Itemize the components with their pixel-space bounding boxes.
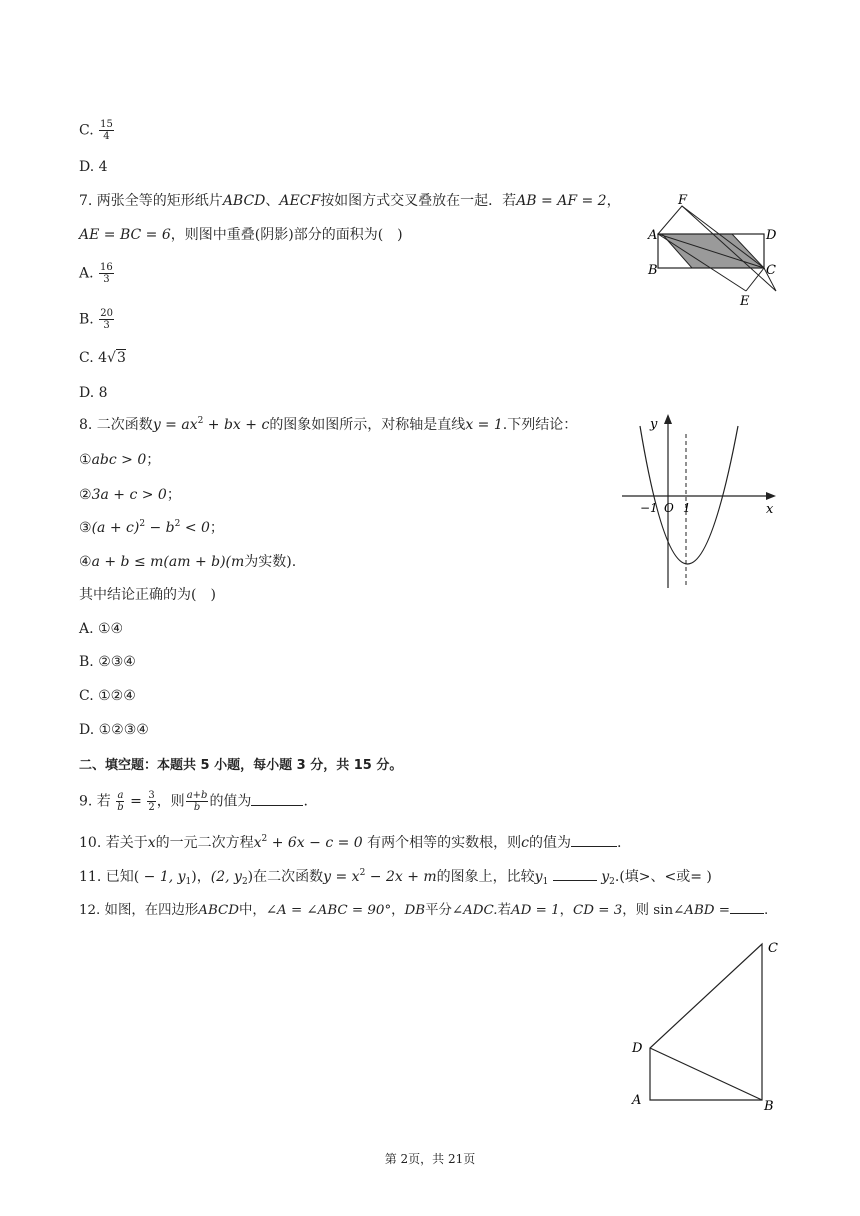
q10: 10. 若关于x的一元二次方程$x^2 + 6x - c = 0$ 有两个相等的实数根，则c的值为 . — [79, 834, 622, 851]
q7-label-e: E — [740, 294, 750, 309]
q10-answer-blank[interactable] — [571, 846, 617, 847]
q7-option-b: B. $\frac{20}{3}$ — [79, 308, 113, 331]
page-footer: 第 2页，共 21页 — [384, 1152, 476, 1166]
q7-label-f: F — [678, 193, 688, 208]
q12-quadrilateral-figure — [626, 936, 786, 1116]
q12-diagonal-db — [650, 1048, 762, 1100]
q12-label-a: A — [632, 1093, 642, 1108]
q7-label-c: C — [766, 263, 776, 278]
q8-parabola-graph — [618, 412, 788, 592]
q8-label-neg1: −1 — [640, 501, 658, 515]
q12-label-b: B — [764, 1099, 774, 1114]
q8-x-axis-arrow — [766, 492, 776, 500]
q8-question: 其中结论正确的为( ) — [79, 587, 216, 603]
q8-conclusion-2: ②3a + c > 0； — [79, 487, 181, 503]
q7-option-a: A. $\frac{16}{3}$ — [79, 262, 113, 285]
q8-option-b: B. ②③④ — [79, 654, 136, 670]
q7-option-d: D. 8 — [79, 385, 108, 401]
q9-answer-blank[interactable] — [251, 805, 303, 806]
q12: 12. 如图，在四边形ABCD中，∠A = ∠ABC = 90°，DB平分∠ADC.若AD = 1，CD = 3，则 sin∠ABD = . — [79, 903, 769, 918]
q8-label-origin: O — [664, 501, 674, 515]
q6-option-c-fraction: $\frac{15}{4}$ — [100, 119, 113, 142]
q8-y-axis-arrow — [664, 414, 672, 424]
q8-parabola-curve — [640, 426, 738, 564]
q8-option-c: C. ①②④ — [79, 688, 136, 704]
q8-stem: 8. 二次函数$y = ax^2$ + bx + c的图象如图所示，对称轴是直线x = 1.下列结论： — [79, 416, 578, 433]
q12-label-d: D — [632, 1041, 643, 1056]
q11: 11. 已知( − 1, $y_1$)，(2, $y_2$)在二次函数$y = x^2 - 2x + m$的图象上，比较$y_1$ $y_2$.(填>、<或= ) — [79, 868, 712, 887]
q8-label-x: x — [766, 502, 774, 517]
q12-answer-blank[interactable] — [730, 913, 764, 914]
q12-label-c: C — [768, 941, 778, 956]
q7-label-a: A — [648, 228, 658, 243]
q8-option-a: A. ①④ — [79, 621, 124, 637]
q9: 9. 若 $\frac{a}{b}$ = $\frac{3}{2}$ ，则 $\frac{a+b}{b}$ 的值为 . — [79, 790, 308, 813]
q7-option-a-fraction: $\frac{16}{3}$ — [100, 262, 113, 285]
q11-answer-blank[interactable] — [553, 880, 597, 881]
q8-conclusion-1: ①abc > 0； — [79, 452, 161, 468]
q7-label-b: B — [648, 263, 658, 278]
q8-option-d: D. ①②③④ — [79, 722, 149, 738]
q8-label-y: y — [650, 417, 658, 432]
q9-fraction-a-over-b: $\frac{a}{b}$ — [117, 790, 124, 813]
q9-fraction-sum-over-b: $\frac{a+b}{b}$ — [186, 790, 208, 813]
q7-label-d: D — [766, 228, 777, 243]
q7-option-b-fraction: $\frac{20}{3}$ — [100, 308, 113, 331]
q7-stem-line2: AE = BC = 6，则图中重叠(阴影)部分的面积为( ) — [79, 227, 403, 243]
q7-option-c: C. 4√3 — [79, 350, 126, 366]
q8-label-one: 1 — [683, 501, 691, 515]
q7-stem-line1: 7. 两张全等的矩形纸片ABCD、AECF按如图方式交叉叠放在一起．若AB = AF = 2， — [79, 193, 621, 209]
q6-option-d: D. 4 — [79, 159, 108, 175]
q9-fraction-3-over-2: $\frac{3}{2}$ — [148, 790, 155, 813]
q8-conclusion-4: ④a + b ≤ m(am + b)(m为实数). — [79, 554, 297, 570]
q7-rectangles-figure — [640, 192, 800, 312]
q8-conclusion-3: ③(a + $c)^2 - b^2 < 0$； — [79, 519, 224, 536]
section-fill-in-blank-heading: 二、填空题：本题共 5 小题，每小题 3 分，共 15 分。 — [79, 758, 403, 773]
q6-option-c: C. $\frac{15}{4}$ — [79, 119, 113, 142]
q12-quadrilateral-abcd — [650, 944, 762, 1100]
